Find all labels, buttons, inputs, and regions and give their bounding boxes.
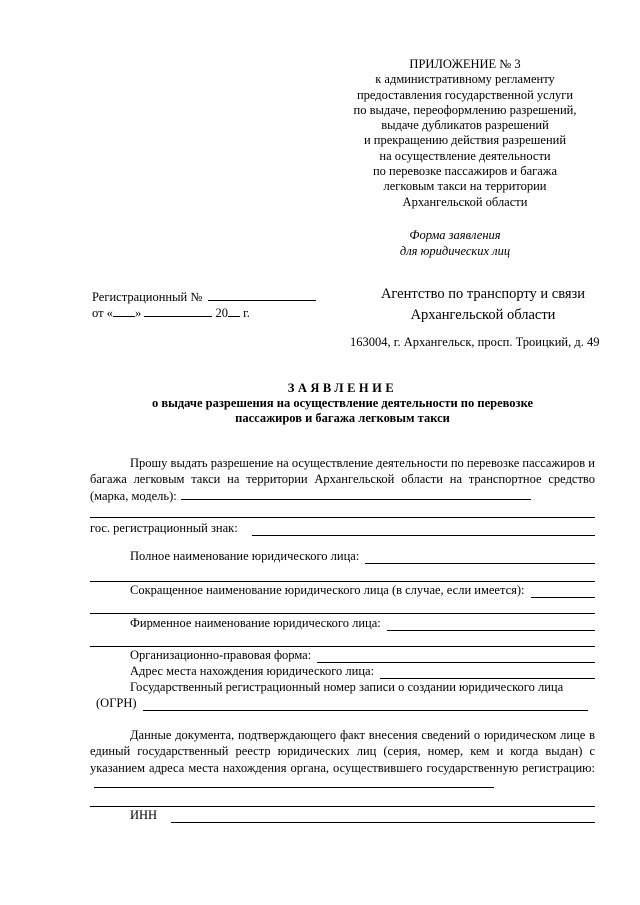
address-label: Адрес места нахождения юридического лица:: [130, 664, 375, 678]
full-name-label: Полное наименование юридического лица:: [130, 549, 360, 563]
legal-form-field[interactable]: [317, 651, 595, 663]
full-name-field[interactable]: [365, 552, 595, 564]
annex-header: [340, 57, 590, 210]
short-name-row: [90, 583, 595, 598]
brand-name-field[interactable]: [387, 619, 595, 631]
title-line-2: пассажиров и багажа легковым такси: [235, 411, 450, 425]
date-day-field[interactable]: [113, 305, 135, 317]
annex-line: по перевозке пассажиров и багажа: [372, 164, 557, 179]
plate-label: гос. регистрационный знак:: [90, 521, 238, 535]
annex-line: по выдаче, переоформлению разрешений,: [353, 102, 577, 117]
full-name-continuation-line[interactable]: [90, 581, 595, 582]
annex-line: на осуществление деятельности: [379, 148, 551, 163]
ogrn-field[interactable]: [143, 699, 588, 711]
inn-label: ИНН: [130, 808, 158, 822]
ogrn-row-1: [90, 680, 595, 695]
registration-date: [92, 305, 250, 321]
short-name-label: Сокращенное наименование юридического лица (в случае, если имеется):: [130, 583, 525, 597]
annex-line: и прекращению действия разрешений: [363, 133, 567, 148]
request-text: Прошу выдать разрешение на осуществление деятельности по перевозке пассажиров и багажа легковым такси на территории Архангельской области на транспортное средство (марка, модель):: [90, 456, 595, 503]
full-name-row: [90, 549, 595, 564]
egrul-continuation-line[interactable]: [90, 806, 595, 807]
legal-form-row: [90, 648, 595, 663]
date-suffix: г.: [243, 306, 250, 320]
title-heading: ЗАЯВЛЕНИЕ: [287, 381, 398, 395]
annex-line: выдаче дубликатов разрешений: [381, 118, 549, 133]
egrul-text: Данные документа, подтверждающего факт внесения сведений о юридическом лице в единый государственный реестр юридических лиц (серия, номер, кем и когда выдан) с указанием адреса места нахождения органа, осуществившего государственную регистрацию:: [90, 728, 595, 775]
inn-field[interactable]: [171, 811, 595, 823]
annex-line: к административному регламенту: [375, 72, 555, 87]
agency-line-2: Архангельской области: [410, 307, 556, 323]
date-month-field[interactable]: [144, 305, 212, 317]
annex-line: Архангельской области: [402, 194, 528, 209]
form-type: [380, 227, 530, 259]
annex-line: ПРИЛОЖЕНИЕ № 3: [409, 57, 521, 71]
egrul-field[interactable]: [94, 776, 494, 788]
brand-name-continuation-line[interactable]: [90, 646, 595, 647]
brand-name-row: [90, 616, 595, 631]
annex-line: предоставления государственной услуги: [356, 87, 574, 102]
registration-number-label: Регистрационный №: [92, 290, 203, 304]
short-name-continuation-line[interactable]: [90, 613, 595, 614]
date-close: »: [134, 306, 142, 320]
agency-line-1: Агентство по транспорту и связи: [380, 286, 586, 302]
date-open: от «: [92, 306, 113, 320]
address-field[interactable]: [380, 667, 595, 679]
form-type-line-1: Форма заявления: [409, 228, 501, 242]
agency-address: 163004, г. Архангельск, просп. Троицкий, д. 49: [350, 335, 600, 349]
annex-line: легковым такси на территории: [383, 179, 547, 194]
ogrn-label-2: (ОГРН): [96, 696, 137, 710]
short-name-field[interactable]: [531, 586, 595, 598]
registration-number-field[interactable]: [208, 289, 316, 301]
ogrn-row-2: [96, 696, 588, 711]
ogrn-label-1: Государственный регистрационный номер записи о создании юридического лица: [130, 680, 564, 694]
legal-form-label: Организационно-правовая форма:: [130, 648, 312, 662]
inn-row: [90, 808, 595, 823]
registration-number: [92, 289, 316, 305]
vehicle-model-field[interactable]: [181, 488, 531, 500]
recipient-agency: [357, 284, 609, 326]
vehicle-model-continuation-line[interactable]: [90, 517, 595, 518]
plate-row: [90, 521, 595, 536]
document-title: [90, 381, 595, 426]
date-year-prefix: 20: [215, 306, 228, 320]
form-type-line-2: для юридических лиц: [399, 244, 511, 258]
plate-field[interactable]: [252, 524, 595, 536]
egrul-paragraph: [90, 727, 595, 792]
title-line-1: о выдаче разрешения на осуществление деятельности по перевозке: [151, 396, 534, 410]
brand-name-label: Фирменное наименование юридического лица:: [130, 616, 381, 630]
address-row: [90, 664, 595, 679]
date-year-field[interactable]: [228, 305, 240, 317]
request-paragraph: [90, 455, 595, 504]
